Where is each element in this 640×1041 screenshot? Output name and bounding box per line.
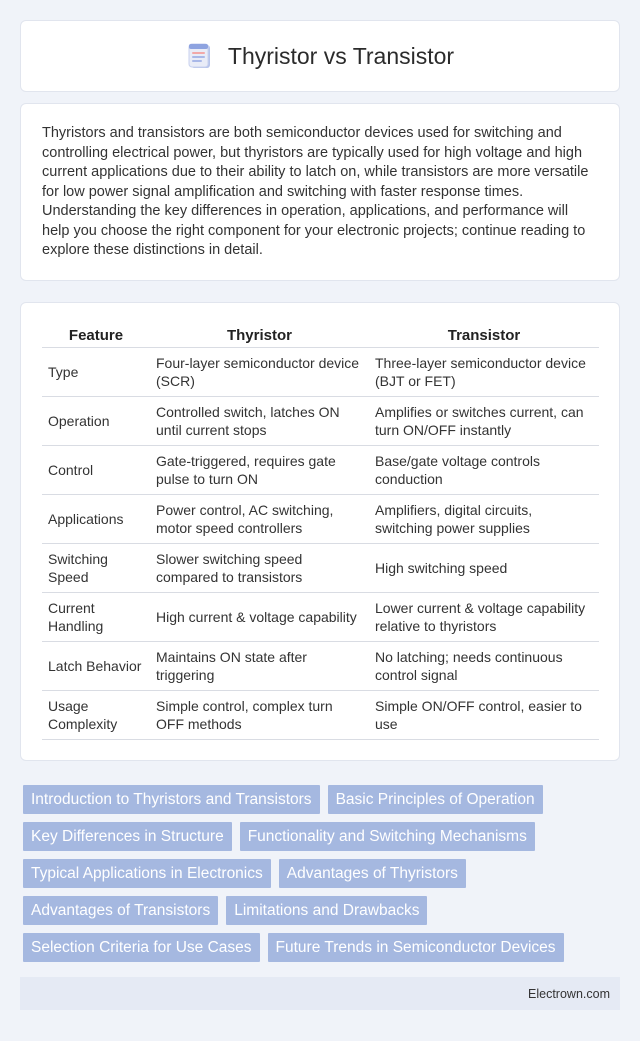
column-header-transistor: Transistor bbox=[369, 325, 599, 347]
row-thyristor: Four-layer semiconductor device (SCR) bbox=[150, 347, 369, 396]
topic-link[interactable]: Advantages of Thyristors bbox=[279, 859, 466, 888]
topic-link[interactable]: Selection Criteria for Use Cases bbox=[23, 933, 260, 962]
row-transistor: Base/gate voltage controls conduction bbox=[369, 445, 599, 494]
document-icon bbox=[186, 42, 214, 70]
row-thyristor: Simple control, complex turn OFF methods bbox=[150, 690, 369, 739]
row-transistor: Amplifies or switches current, can turn ON/OFF instantly bbox=[369, 396, 599, 445]
intro-card bbox=[20, 103, 620, 281]
row-feature: Operation bbox=[42, 396, 150, 445]
row-thyristor: Gate-triggered, requires gate pulse to turn ON bbox=[150, 445, 369, 494]
comparison-card bbox=[20, 302, 620, 761]
row-transistor: Simple ON/OFF control, easier to use bbox=[369, 690, 599, 739]
table-row bbox=[42, 592, 599, 641]
row-feature: Latch Behavior bbox=[42, 641, 150, 690]
topic-row bbox=[23, 822, 623, 851]
row-thyristor: High current & voltage capability bbox=[150, 592, 369, 641]
table-row bbox=[42, 347, 599, 396]
topic-link[interactable]: Limitations and Drawbacks bbox=[226, 896, 427, 925]
table-row bbox=[42, 445, 599, 494]
intro-paragraph: Thyristors and transistors are both semiconductor devices used for switching and controlling electrical power, but thyristors are typically used for high voltage and high current applications due to their ability to latch on, while transistors are more versatile for low power signal amplification and switching with faster response times. Understanding the key differences in operation, applications, and performance will help you choose the right component for your electronic projects; continue reading to explore these distinctions in detail. bbox=[42, 125, 589, 258]
row-feature: Type bbox=[42, 347, 150, 396]
comparison-table bbox=[42, 325, 599, 740]
table-row bbox=[42, 543, 599, 592]
table-row bbox=[42, 690, 599, 739]
page-title: Thyristor vs Transistor bbox=[227, 42, 455, 69]
topic-link[interactable]: Basic Principles of Operation bbox=[328, 785, 543, 814]
column-header-feature: Feature bbox=[42, 325, 150, 347]
topic-links bbox=[23, 785, 623, 970]
table-header-row bbox=[42, 325, 599, 347]
row-transistor: Lower current & voltage capability relative to thyristors bbox=[369, 592, 599, 641]
topic-link[interactable]: Key Differences in Structure bbox=[23, 822, 232, 851]
table-row bbox=[42, 494, 599, 543]
row-transistor: Three-layer semiconductor device (BJT or FET) bbox=[369, 347, 599, 396]
row-feature: Usage Complexity bbox=[42, 690, 150, 739]
row-feature: Switching Speed bbox=[42, 543, 150, 592]
topic-link[interactable]: Functionality and Switching Mechanisms bbox=[240, 822, 535, 851]
topic-row bbox=[23, 859, 623, 888]
row-thyristor: Slower switching speed compared to transistors bbox=[150, 543, 369, 592]
topic-link[interactable]: Introduction to Thyristors and Transistors bbox=[23, 785, 320, 814]
row-thyristor: Power control, AC switching, motor speed controllers bbox=[150, 494, 369, 543]
topic-row bbox=[23, 896, 623, 925]
row-transistor: High switching speed bbox=[369, 543, 599, 592]
table-row bbox=[42, 641, 599, 690]
footer bbox=[20, 977, 620, 1010]
topic-row bbox=[23, 785, 623, 814]
row-feature: Control bbox=[42, 445, 150, 494]
topic-row bbox=[23, 933, 623, 962]
footer-brand: Electrown.com bbox=[528, 986, 610, 1001]
column-header-thyristor: Thyristor bbox=[150, 325, 369, 347]
row-transistor: Amplifiers, digital circuits, switching power supplies bbox=[369, 494, 599, 543]
row-feature: Applications bbox=[42, 494, 150, 543]
table-row bbox=[42, 396, 599, 445]
row-thyristor: Controlled switch, latches ON until current stops bbox=[150, 396, 369, 445]
row-feature: Current Handling bbox=[42, 592, 150, 641]
topic-link[interactable]: Typical Applications in Electronics bbox=[23, 859, 271, 888]
header-card bbox=[20, 20, 620, 92]
row-thyristor: Maintains ON state after triggering bbox=[150, 641, 369, 690]
topic-link[interactable]: Future Trends in Semiconductor Devices bbox=[268, 933, 564, 962]
row-transistor: No latching; needs continuous control signal bbox=[369, 641, 599, 690]
topic-link[interactable]: Advantages of Transistors bbox=[23, 896, 218, 925]
